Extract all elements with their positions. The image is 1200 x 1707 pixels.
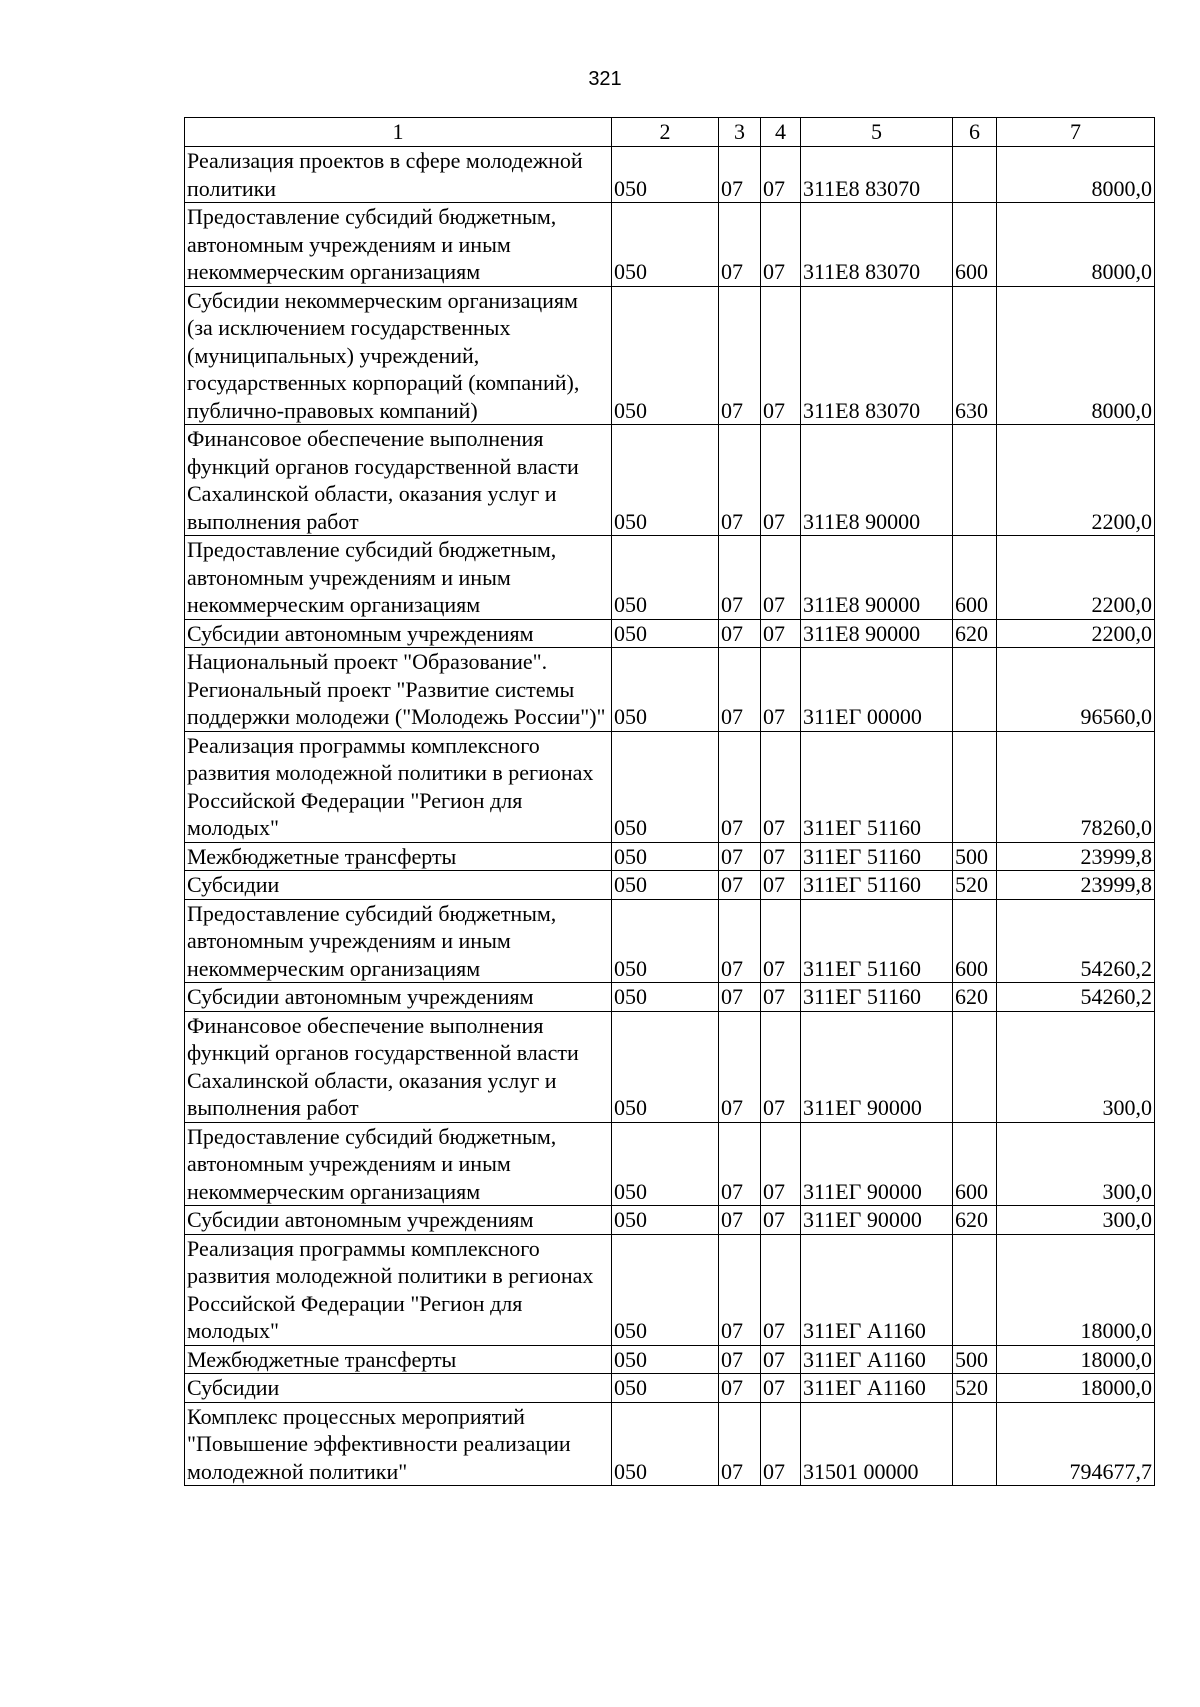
- row-amount-cell: 18000,0: [997, 1345, 1155, 1374]
- row-name-cell: Предоставление субсидий бюджетным, автономным учреждениям и иным некоммерческим организациям: [185, 1122, 612, 1206]
- row-target-article-cell: 311Е8 90000: [801, 536, 953, 620]
- row-name-cell: Субсидии: [185, 1374, 612, 1403]
- row-subsection-cell: 07: [761, 147, 801, 203]
- row-target-article-cell: 311ЕГ 51160: [801, 983, 953, 1012]
- row-section-cell: 07: [719, 147, 761, 203]
- row-expense-type-cell: 600: [953, 1122, 997, 1206]
- table-row: [185, 648, 1155, 732]
- row-target-article-cell: 311ЕГ 90000: [801, 1011, 953, 1122]
- row-target-article-cell: 311Е8 83070: [801, 286, 953, 425]
- row-target-article-cell: 311ЕГ А1160: [801, 1345, 953, 1374]
- row-target-article-cell: 311ЕГ 90000: [801, 1206, 953, 1235]
- row-amount-cell: 78260,0: [997, 731, 1155, 842]
- row-name-cell: Комплекс процессных мероприятий "Повышение эффективности реализации молодежной политики": [185, 1402, 612, 1486]
- table-row: [185, 147, 1155, 203]
- row-name-cell: Реализация программы комплексного развития молодежной политики в регионах Российской Федерации "Регион для молодых": [185, 1234, 612, 1345]
- row-amount-cell: 8000,0: [997, 286, 1155, 425]
- table-row: [185, 1234, 1155, 1345]
- row-name-cell: Субсидии автономным учреждениям: [185, 1206, 612, 1235]
- row-section-cell: 07: [719, 1402, 761, 1486]
- row-gr-code-cell: 050: [612, 1011, 719, 1122]
- row-subsection-cell: 07: [761, 871, 801, 900]
- row-expense-type-cell: 620: [953, 1206, 997, 1235]
- row-gr-code-cell: 050: [612, 648, 719, 732]
- row-target-article-cell: 311ЕГ А1160: [801, 1234, 953, 1345]
- row-target-article-cell: 311ЕГ 51160: [801, 731, 953, 842]
- row-expense-type-cell: [953, 1402, 997, 1486]
- row-subsection-cell: 07: [761, 536, 801, 620]
- row-target-article-cell: 311ЕГ 51160: [801, 899, 953, 983]
- column-header: 5: [801, 118, 953, 147]
- row-gr-code-cell: 050: [612, 1374, 719, 1403]
- row-section-cell: 07: [719, 1345, 761, 1374]
- row-gr-code-cell: 050: [612, 619, 719, 648]
- row-subsection-cell: 07: [761, 648, 801, 732]
- row-expense-type-cell: 600: [953, 203, 997, 287]
- row-section-cell: 07: [719, 871, 761, 900]
- row-expense-type-cell: [953, 1234, 997, 1345]
- table-row: [185, 203, 1155, 287]
- row-subsection-cell: 07: [761, 425, 801, 536]
- table-row: [185, 619, 1155, 648]
- row-amount-cell: 2200,0: [997, 425, 1155, 536]
- table-row: [185, 983, 1155, 1012]
- row-section-cell: 07: [719, 1011, 761, 1122]
- row-target-article-cell: 311Е8 83070: [801, 147, 953, 203]
- row-name-cell: Субсидии: [185, 871, 612, 900]
- row-name-cell: Финансовое обеспечение выполнения функций органов государственной власти Сахалинской области, оказания услуг и выполнения работ: [185, 425, 612, 536]
- row-amount-cell: 300,0: [997, 1011, 1155, 1122]
- row-gr-code-cell: 050: [612, 1402, 719, 1486]
- row-section-cell: 07: [719, 648, 761, 732]
- row-name-cell: Финансовое обеспечение выполнения функций органов государственной власти Сахалинской области, оказания услуг и выполнения работ: [185, 1011, 612, 1122]
- row-target-article-cell: 311Е8 83070: [801, 203, 953, 287]
- row-gr-code-cell: 050: [612, 731, 719, 842]
- row-section-cell: 07: [719, 1234, 761, 1345]
- row-gr-code-cell: 050: [612, 899, 719, 983]
- table-row: [185, 1374, 1155, 1403]
- row-section-cell: 07: [719, 899, 761, 983]
- column-header: 1: [185, 118, 612, 147]
- row-subsection-cell: 07: [761, 619, 801, 648]
- row-name-cell: Субсидии автономным учреждениям: [185, 983, 612, 1012]
- row-expense-type-cell: [953, 147, 997, 203]
- row-section-cell: 07: [719, 286, 761, 425]
- table-row: [185, 899, 1155, 983]
- row-amount-cell: 96560,0: [997, 648, 1155, 732]
- row-amount-cell: 54260,2: [997, 899, 1155, 983]
- row-expense-type-cell: [953, 1011, 997, 1122]
- row-subsection-cell: 07: [761, 842, 801, 871]
- page-number: 321: [588, 68, 622, 90]
- row-target-article-cell: 311Е8 90000: [801, 425, 953, 536]
- row-name-cell: Реализация проектов в сфере молодежной политики: [185, 147, 612, 203]
- row-section-cell: 07: [719, 203, 761, 287]
- row-target-article-cell: 311ЕГ 51160: [801, 842, 953, 871]
- row-section-cell: 07: [719, 842, 761, 871]
- row-name-cell: Предоставление субсидий бюджетным, автономным учреждениям и иным некоммерческим организациям: [185, 203, 612, 287]
- row-expense-type-cell: 500: [953, 842, 997, 871]
- row-target-article-cell: 311Е8 90000: [801, 619, 953, 648]
- row-gr-code-cell: 050: [612, 286, 719, 425]
- budget-table: [184, 117, 1155, 1486]
- table-row: [185, 871, 1155, 900]
- row-amount-cell: 18000,0: [997, 1234, 1155, 1345]
- row-subsection-cell: 07: [761, 983, 801, 1012]
- row-expense-type-cell: 500: [953, 1345, 997, 1374]
- row-name-cell: Субсидии автономным учреждениям: [185, 619, 612, 648]
- row-section-cell: 07: [719, 1122, 761, 1206]
- table-header-row: [185, 118, 1155, 147]
- column-header: 7: [997, 118, 1155, 147]
- row-amount-cell: 2200,0: [997, 619, 1155, 648]
- table-row: [185, 842, 1155, 871]
- row-amount-cell: 2200,0: [997, 536, 1155, 620]
- row-gr-code-cell: 050: [612, 147, 719, 203]
- row-subsection-cell: 07: [761, 899, 801, 983]
- row-gr-code-cell: 050: [612, 1122, 719, 1206]
- row-gr-code-cell: 050: [612, 871, 719, 900]
- row-subsection-cell: 07: [761, 1122, 801, 1206]
- row-gr-code-cell: 050: [612, 1206, 719, 1235]
- row-expense-type-cell: 520: [953, 871, 997, 900]
- row-subsection-cell: 07: [761, 1402, 801, 1486]
- table-row: [185, 425, 1155, 536]
- row-gr-code-cell: 050: [612, 1345, 719, 1374]
- row-name-cell: Реализация программы комплексного развития молодежной политики в регионах Российской Федерации "Регион для молодых": [185, 731, 612, 842]
- row-subsection-cell: 07: [761, 1011, 801, 1122]
- row-subsection-cell: 07: [761, 1206, 801, 1235]
- row-name-cell: Предоставление субсидий бюджетным, автономным учреждениям и иным некоммерческим организациям: [185, 536, 612, 620]
- row-subsection-cell: 07: [761, 286, 801, 425]
- row-expense-type-cell: 520: [953, 1374, 997, 1403]
- column-header: 6: [953, 118, 997, 147]
- row-gr-code-cell: 050: [612, 1234, 719, 1345]
- row-amount-cell: 794677,7: [997, 1402, 1155, 1486]
- row-amount-cell: 300,0: [997, 1122, 1155, 1206]
- row-section-cell: 07: [719, 1206, 761, 1235]
- row-target-article-cell: 311ЕГ 51160: [801, 871, 953, 900]
- row-amount-cell: 23999,8: [997, 871, 1155, 900]
- row-expense-type-cell: 600: [953, 536, 997, 620]
- row-section-cell: 07: [719, 983, 761, 1012]
- row-expense-type-cell: [953, 425, 997, 536]
- row-amount-cell: 18000,0: [997, 1374, 1155, 1403]
- row-subsection-cell: 07: [761, 1234, 801, 1345]
- row-subsection-cell: 07: [761, 1345, 801, 1374]
- row-name-cell: Национальный проект "Образование". Региональный проект "Развитие системы поддержки молодежи ("Молодежь России")": [185, 648, 612, 732]
- row-amount-cell: 23999,8: [997, 842, 1155, 871]
- row-name-cell: Предоставление субсидий бюджетным, автономным учреждениям и иным некоммерческим организациям: [185, 899, 612, 983]
- table-row: [185, 536, 1155, 620]
- table-row: [185, 1402, 1155, 1486]
- row-target-article-cell: 311ЕГ 90000: [801, 1122, 953, 1206]
- row-section-cell: 07: [719, 536, 761, 620]
- row-section-cell: 07: [719, 1374, 761, 1403]
- row-subsection-cell: 07: [761, 203, 801, 287]
- table-row: [185, 1345, 1155, 1374]
- row-target-article-cell: 31501 00000: [801, 1402, 953, 1486]
- row-section-cell: 07: [719, 425, 761, 536]
- row-expense-type-cell: [953, 731, 997, 842]
- row-amount-cell: 300,0: [997, 1206, 1155, 1235]
- row-expense-type-cell: 620: [953, 983, 997, 1012]
- row-expense-type-cell: 630: [953, 286, 997, 425]
- table-row: [185, 731, 1155, 842]
- row-gr-code-cell: 050: [612, 536, 719, 620]
- row-section-cell: 07: [719, 731, 761, 842]
- row-subsection-cell: 07: [761, 731, 801, 842]
- column-header: 3: [719, 118, 761, 147]
- row-gr-code-cell: 050: [612, 842, 719, 871]
- row-amount-cell: 54260,2: [997, 983, 1155, 1012]
- row-target-article-cell: 311ЕГ 00000: [801, 648, 953, 732]
- row-section-cell: 07: [719, 619, 761, 648]
- row-gr-code-cell: 050: [612, 425, 719, 536]
- row-name-cell: Межбюджетные трансферты: [185, 842, 612, 871]
- row-subsection-cell: 07: [761, 1374, 801, 1403]
- row-target-article-cell: 311ЕГ А1160: [801, 1374, 953, 1403]
- row-gr-code-cell: 050: [612, 203, 719, 287]
- column-header: 4: [761, 118, 801, 147]
- row-name-cell: Субсидии некоммерческим организациям (за исключением государственных (муниципальных) учреждений, государственных корпораций (компаний), публично-правовых компаний): [185, 286, 612, 425]
- row-amount-cell: 8000,0: [997, 147, 1155, 203]
- row-expense-type-cell: [953, 648, 997, 732]
- row-gr-code-cell: 050: [612, 983, 719, 1012]
- column-header: 2: [612, 118, 719, 147]
- row-name-cell: Межбюджетные трансферты: [185, 1345, 612, 1374]
- row-expense-type-cell: 620: [953, 619, 997, 648]
- row-amount-cell: 8000,0: [997, 203, 1155, 287]
- table-row: [185, 1206, 1155, 1235]
- row-expense-type-cell: 600: [953, 899, 997, 983]
- table-row: [185, 1011, 1155, 1122]
- table-row: [185, 1122, 1155, 1206]
- table-row: [185, 286, 1155, 425]
